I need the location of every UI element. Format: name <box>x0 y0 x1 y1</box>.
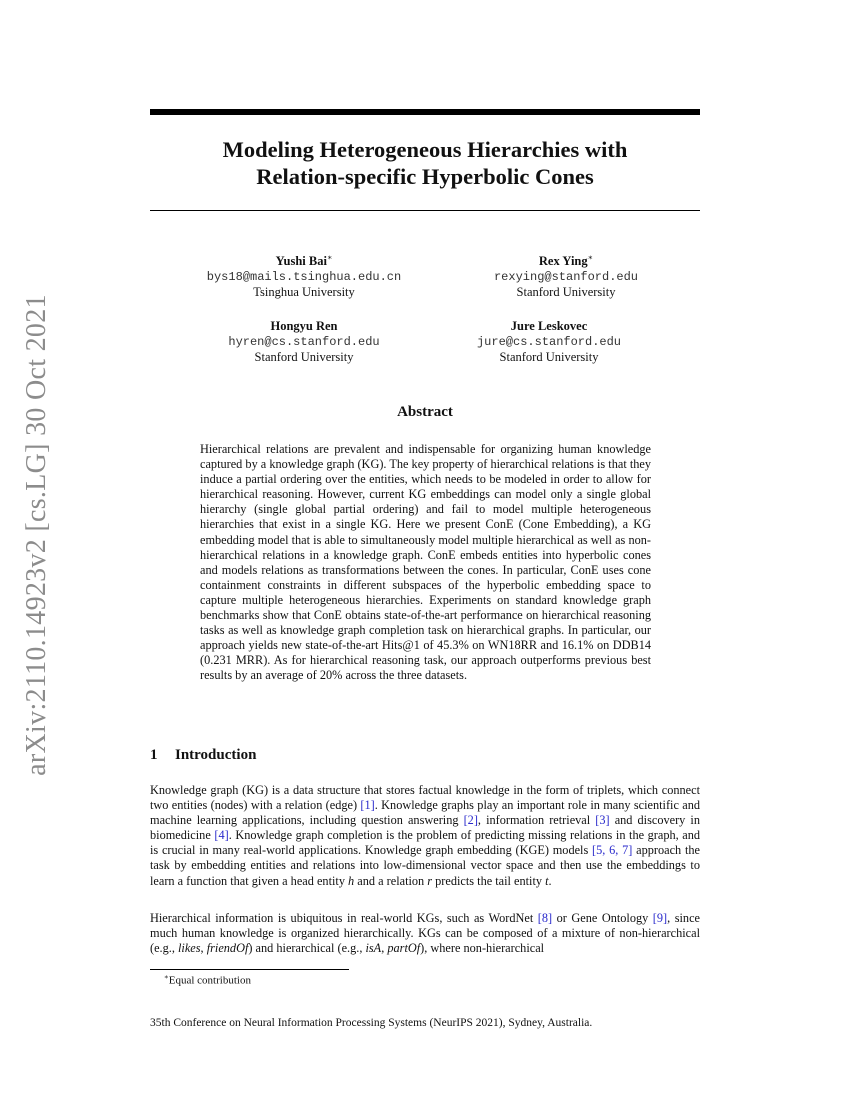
section-title: Introduction <box>175 747 257 763</box>
text-run: or Gene Ontology <box>552 911 653 925</box>
paper-title <box>150 136 700 190</box>
relation-example: partOf <box>387 941 421 956</box>
section-heading <box>150 747 256 764</box>
author-block <box>174 250 434 301</box>
text-run: approach the task by embedding entities and relations into low-dimensional vector space and then use the embeddings to learn a function that given a head entity <box>150 843 701 888</box>
title-top-rule <box>150 109 700 115</box>
text-run: , <box>200 941 207 956</box>
author-affiliation: Stanford University <box>499 350 599 364</box>
intro-paragraph-2 <box>150 911 700 956</box>
title-line-1: Modeling Heterogeneous Hierarchies with <box>222 137 628 162</box>
math-variable: t <box>545 873 549 888</box>
author-name: Rex Ying <box>538 254 588 269</box>
citation-link[interactable]: [9] <box>652 911 668 925</box>
author-block <box>174 319 434 366</box>
footnote-mark: ∗ <box>164 973 169 981</box>
intro-paragraph-1 <box>150 783 700 889</box>
text-run: , information retrieval <box>477 813 596 828</box>
citation-link[interactable]: [1] <box>360 798 375 813</box>
author-email: hyren@cs.stanford.edu <box>228 334 380 349</box>
text-run: Hierarchical information is ubiquitous in real-world KGs, such as WordNet <box>150 911 538 925</box>
citation-link[interactable]: [4] <box>214 828 229 843</box>
text-run: ) and hierarchical (e.g., <box>248 941 366 956</box>
author-name: Hongyu Ren <box>270 319 338 333</box>
relation-example: friendOf <box>206 941 249 956</box>
text-run: ), where non-hierarchical <box>420 941 545 956</box>
author-email: bys18@mails.tsinghua.edu.cn <box>206 269 402 284</box>
abstract-text: Hierarchical relations are prevalent and indispensable for organizing human knowledge captured by a knowledge graph (KG). The key property of hierarchical relations is that they induce a partial ordering over the entities, which needs to be modeled in order to allow for hierarchical reasoning. However, current KG embeddings can model only a single global hierarchy (single global partial ordering) and fail to model multiple heterogeneous hierarchies that exist in a single KG. Here we present ConE (Cone Embedding), a KG embedding model that is able to simultaneously model multiple hierarchical as well as non-hierarchical relations in a knowledge graph. ConE embeds entities into hyperbolic cones and models relations as transformations between the cones. In particular, ConE uses cone containment constraints in different subspaces of the hyperbolic embedding space to capture multiple heterogeneous hierarchies. Experiments on standard knowledge graph benchmarks show that ConE obtains state-of-the-art performance on hierarchical reasoning tasks as well as knowledge graph completion task on hierarchical graphs. In particular, our approach yields new state-of-the-art Hits@1 of 45.3% on WN18RR and 16.1% on DDB14 (0.231 MRR). As for hierarchical reasoning task, our approach outperforms previous best results by an average of 20% across the three datasets. <box>200 442 651 683</box>
author-block <box>419 319 679 366</box>
section-number: 1 <box>150 747 158 763</box>
title-line-2: Relation-specific Hyperbolic Cones <box>256 164 594 189</box>
arxiv-watermark: arXiv:2110.14923v2 [cs.LG] 30 Oct 2021 <box>21 294 52 776</box>
title-bottom-rule <box>150 210 700 211</box>
author-affiliation: Stanford University <box>254 350 354 364</box>
text-run: , since much human knowledge is organized hierarchically. KGs can be composed of a mixture of non-hierarchical (e.g., <box>150 911 700 956</box>
text-run: predicts the tail entity <box>432 873 546 888</box>
math-variable: r <box>427 873 433 888</box>
author-block <box>436 250 696 301</box>
text-run: Knowledge graph (KG) is a data structure that stores factual knowledge in the form of triplets, which connect two entities (nodes) with a relation (edge) <box>150 783 700 813</box>
footnote-rule <box>150 969 349 970</box>
text-run: . <box>548 873 552 888</box>
math-variable: h <box>348 873 355 888</box>
text-run: . Knowledge graphs play an important role in many scientific and machine learning applications, including question answering <box>150 798 701 828</box>
equal-contribution-mark: ∗ <box>587 253 594 262</box>
citation-link[interactable]: [2] <box>463 813 478 828</box>
footnote <box>164 973 251 987</box>
relation-example: likes <box>178 941 201 956</box>
author-affiliation: Tsinghua University <box>253 285 355 300</box>
citation-link[interactable]: [8] <box>537 911 553 925</box>
citation-link[interactable]: [5, 6, 7] <box>592 843 633 858</box>
citation-link[interactable]: [3] <box>595 813 610 828</box>
equal-contribution-mark: ∗ <box>326 253 333 262</box>
text-run: and a relation <box>354 873 428 888</box>
text-run: , <box>381 941 388 956</box>
author-name: Jure Leskovec <box>510 319 588 333</box>
text-run: and discovery in biomedicine <box>150 813 700 843</box>
conference-footer: 35th Conference on Neural Information Processing Systems (NeurIPS 2021), Sydney, Australia. <box>150 1017 593 1029</box>
author-affiliation: Stanford University <box>516 285 616 300</box>
author-email: jure@cs.stanford.edu <box>476 334 622 349</box>
abstract-heading: Abstract <box>397 404 453 420</box>
relation-example: isA <box>365 941 382 956</box>
author-email: rexying@stanford.edu <box>493 269 639 284</box>
text-run: . Knowledge graph completion is the problem of predicting missing relations in the graph, and is crucial in many real-world applications. Knowledge graph embedding (KGE) models <box>150 828 701 858</box>
author-name: Yushi Bai <box>275 254 327 269</box>
footnote-text: Equal contribution <box>168 974 251 987</box>
